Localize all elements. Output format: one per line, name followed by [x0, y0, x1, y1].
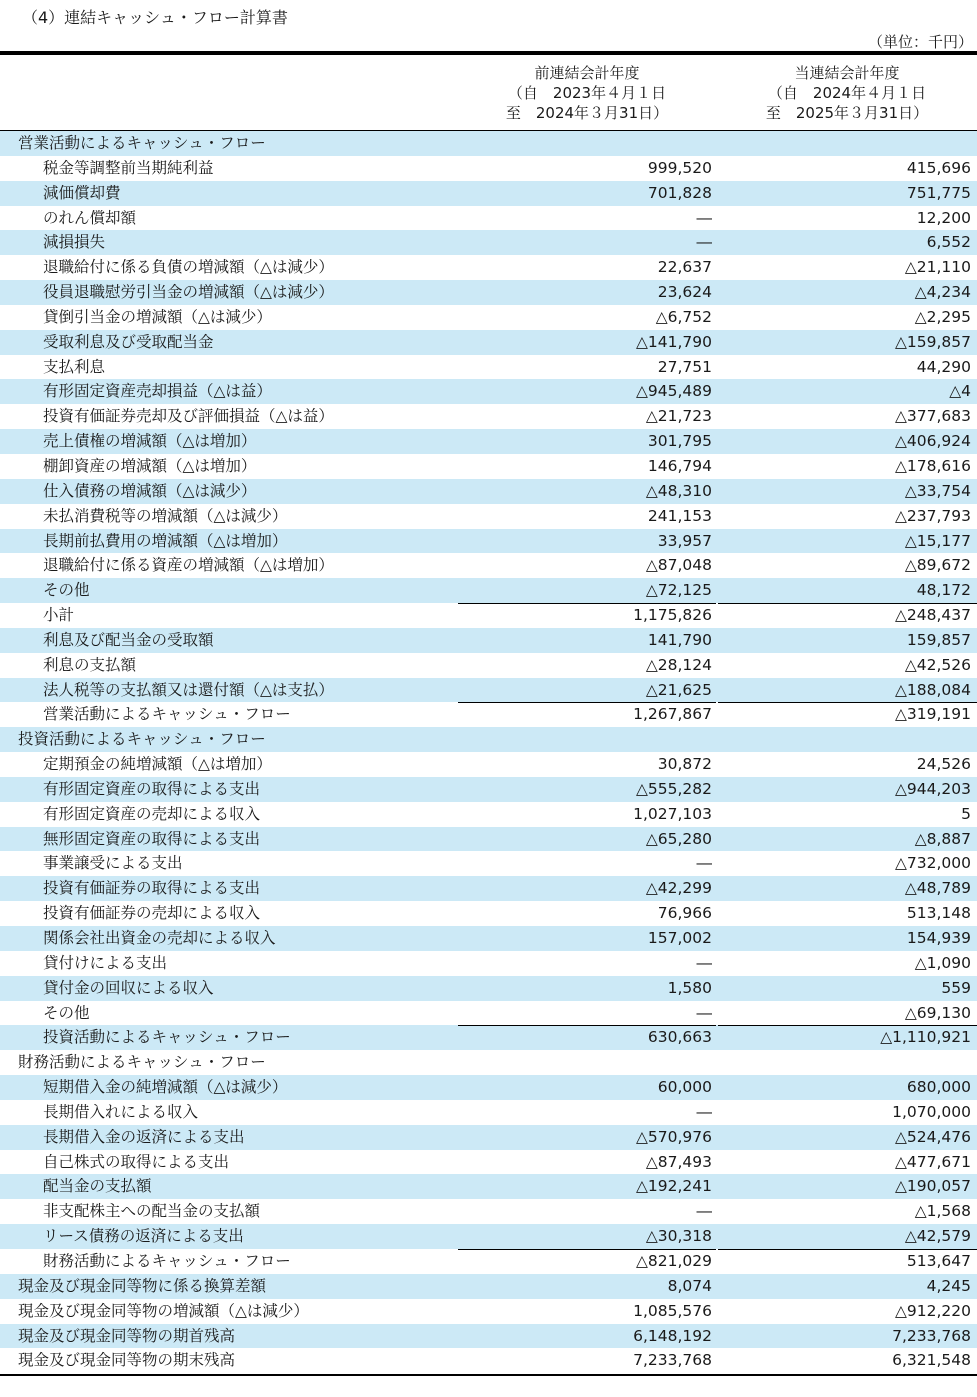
- table-row: [0, 976, 977, 1001]
- prev-year-value: 6,148,192: [633, 1326, 712, 1345]
- current-year-value: △42,579: [904, 1227, 971, 1246]
- bottom-rule: [0, 1374, 977, 1376]
- prev-year-value: 1,267,867: [458, 702, 712, 727]
- row-label: 非支配株主への配当金の支払額: [43, 1202, 261, 1221]
- current-year-value: 12,200: [916, 208, 971, 227]
- prev-year-value: 7,233,768: [633, 1351, 712, 1370]
- current-year-value: △237,793: [894, 506, 971, 525]
- table-row: [0, 305, 977, 330]
- table-row: [0, 1150, 977, 1175]
- current-year-value: △159,857: [894, 332, 971, 351]
- prev-year-value: 76,966: [657, 904, 712, 923]
- row-label: 売上債権の増減額（△は増加）: [43, 432, 257, 451]
- row-label: 有形固定資産売却損益（△は益）: [43, 382, 272, 401]
- current-year-value: △912,220: [894, 1301, 971, 1320]
- row-label: 短期借入金の純増減額（△は減少）: [43, 1078, 288, 1097]
- prev-year-value: ―: [696, 854, 712, 873]
- prev-year-value: 241,153: [647, 506, 712, 525]
- current-year-value: 1,070,000: [892, 1102, 971, 1121]
- table-row: [0, 1174, 977, 1199]
- prev-year-value: △945,489: [635, 382, 712, 401]
- current-year-value: △190,057: [894, 1177, 971, 1196]
- table-row: [0, 802, 977, 827]
- current-year-value: 5: [961, 804, 971, 823]
- row-label: 長期借入金の返済による支出: [43, 1127, 245, 1146]
- row-label: 投資有価証券の売却による収入: [43, 904, 261, 923]
- table-row: [0, 926, 977, 951]
- table-row: [0, 230, 977, 255]
- prev-year-value: 23,624: [657, 283, 712, 302]
- table-row: [0, 851, 977, 876]
- row-label: のれん償却額: [43, 208, 137, 227]
- document-title: （4）連結キャッシュ・フロー計算書: [22, 8, 288, 27]
- table-row: [0, 429, 977, 454]
- table-row: [0, 1025, 977, 1050]
- prev-year-value: 630,663: [458, 1025, 712, 1050]
- row-label: 小計: [43, 606, 75, 625]
- current-year-value: △48,789: [904, 879, 971, 898]
- row-label: 退職給付に係る資産の増減額（△は増加）: [43, 556, 334, 575]
- table-row: [0, 379, 977, 404]
- table-row: [0, 678, 977, 703]
- prev-year-value: 999,520: [647, 158, 712, 177]
- current-year-value: △1,568: [914, 1202, 971, 1221]
- current-year-value: 559: [941, 978, 971, 997]
- current-year-value: 44,290: [916, 357, 971, 376]
- current-year-value: 6,321,548: [892, 1351, 971, 1370]
- row-label: 長期借入れによる収入: [43, 1102, 199, 1121]
- row-label: 利息の支払額: [43, 655, 137, 674]
- row-label: 貸付金の回収による収入: [43, 978, 214, 997]
- table-row: [0, 951, 977, 976]
- row-label: 利息及び配当金の受取額: [43, 630, 214, 649]
- prev-year-value: 701,828: [647, 183, 712, 202]
- table-row: [0, 355, 977, 380]
- prev-year-value: 1,580: [667, 978, 712, 997]
- current-year-value: 159,857: [906, 630, 971, 649]
- cash-flow-table: [0, 131, 977, 1373]
- prev-year-value: 146,794: [647, 456, 712, 475]
- current-year-value: 680,000: [906, 1078, 971, 1097]
- prev-year-value: 157,002: [647, 929, 712, 947]
- current-year-to: 至 2025年３月31日）: [765, 104, 929, 122]
- row-label: 投資有価証券売却及び評価損益（△は益）: [43, 407, 334, 426]
- row-label: 現金及び現金同等物の増減額（△は減少）: [18, 1301, 309, 1320]
- current-year-value: △248,437: [718, 603, 971, 628]
- row-label: 投資有価証券の取得による支出: [43, 879, 261, 898]
- prev-year-value: 30,872: [657, 755, 712, 774]
- prev-year-value: △21,723: [645, 407, 712, 426]
- current-year-value: △15,177: [904, 531, 971, 550]
- current-year-value: △33,754: [904, 481, 971, 500]
- prev-year-value: △821,029: [458, 1249, 712, 1274]
- row-label: その他: [43, 581, 90, 600]
- row-label: 未払消費税等の増減額（△は減少）: [43, 506, 288, 525]
- row-label: 財務活動によるキャッシュ・フロー: [43, 1251, 291, 1270]
- prev-year-value: △42,299: [645, 879, 712, 898]
- current-year-value: △524,476: [894, 1127, 971, 1146]
- row-label: 支払利息: [43, 357, 106, 376]
- row-label: 財務活動によるキャッシュ・フロー: [18, 1053, 266, 1072]
- column-header: [0, 55, 977, 130]
- table-row: [0, 404, 977, 429]
- table-row: [0, 1274, 977, 1299]
- current-year-value: △42,526: [904, 655, 971, 674]
- prev-year-value: △141,790: [635, 332, 712, 351]
- row-label: 貸付けによる支出: [43, 953, 168, 972]
- current-year-value: 7,233,768: [892, 1326, 971, 1345]
- row-label: 現金及び現金同等物の期首残高: [18, 1326, 236, 1345]
- current-year-value: △377,683: [894, 407, 971, 426]
- table-row: [0, 777, 977, 802]
- prev-year-value: ―: [696, 953, 712, 972]
- row-label: 減価償却費: [43, 183, 121, 202]
- table-row: [0, 181, 977, 206]
- column-header-current-year: [718, 63, 976, 123]
- row-label: 関係会社出資金の売却による収入: [43, 929, 276, 947]
- row-label: 無形固定資産の取得による支出: [43, 829, 261, 848]
- table-row: [0, 1249, 977, 1274]
- prev-year-value: △87,048: [645, 556, 712, 575]
- row-label: 定期預金の純増減額（△は増加）: [43, 755, 272, 774]
- prev-year-value: △28,124: [645, 655, 712, 674]
- table-row: [0, 1075, 977, 1100]
- row-label: 有形固定資産の売却による収入: [43, 804, 261, 823]
- prev-year-value: △192,241: [635, 1177, 712, 1196]
- prev-year-value: △48,310: [645, 481, 712, 500]
- current-year-value: 6,552: [926, 233, 971, 252]
- current-year-value: △732,000: [894, 854, 971, 873]
- row-label: 営業活動によるキャッシュ・フロー: [43, 705, 291, 724]
- table-row: [0, 156, 977, 181]
- prev-year-value: ―: [696, 1003, 712, 1022]
- table-row: [0, 827, 977, 852]
- row-label: リース債務の返済による支出: [43, 1227, 244, 1246]
- current-year-value: 751,775: [906, 183, 971, 202]
- column-header-prev-year: [458, 63, 716, 123]
- prev-year-value: 1,027,103: [633, 804, 712, 823]
- prev-year-value: 1,085,576: [633, 1301, 712, 1320]
- row-label: 有形固定資産の取得による支出: [43, 779, 261, 798]
- row-label: 棚卸資産の増減額（△は増加）: [43, 456, 257, 475]
- table-row: [0, 876, 977, 901]
- row-label: 投資活動によるキャッシュ・フロー: [18, 730, 266, 749]
- prev-year-value: 22,637: [657, 258, 712, 277]
- row-label: 貸倒引当金の増減額（△は減少）: [43, 307, 272, 326]
- prev-year-value: 301,795: [647, 432, 712, 451]
- table-row: [0, 653, 977, 678]
- table-row: [0, 454, 977, 479]
- prev-year-value: ―: [696, 1202, 712, 1221]
- prev-year-from: （自 2023年４月１日: [507, 84, 667, 102]
- table-row: [0, 1324, 977, 1349]
- current-year-value: △2,295: [914, 307, 971, 326]
- table-row: [0, 1050, 977, 1075]
- table-row: [0, 479, 977, 504]
- prev-year-value: △6,752: [655, 307, 712, 326]
- current-year-value: △1,090: [914, 953, 971, 972]
- current-year-value: △477,671: [894, 1152, 971, 1171]
- current-year-value: 48,172: [916, 581, 971, 600]
- prev-year-value: △65,280: [645, 829, 712, 848]
- prev-year-value: 27,751: [657, 357, 712, 376]
- table-row: [0, 330, 977, 355]
- table-row: [0, 1199, 977, 1224]
- row-label: 退職給付に係る負債の増減額（△は減少）: [43, 258, 334, 277]
- table-row: [0, 1348, 977, 1373]
- prev-year-value: 141,790: [647, 630, 712, 649]
- current-year-value: △69,130: [904, 1003, 971, 1022]
- current-year-value: △178,616: [894, 456, 971, 475]
- row-label: 法人税等の支払額又は還付額（△は支払）: [43, 680, 334, 699]
- table-row: [0, 603, 977, 628]
- current-year-value: △944,203: [894, 779, 971, 798]
- table-row: [0, 280, 977, 305]
- prev-year-title: 前連結会計年度: [534, 64, 640, 82]
- table-row: [0, 504, 977, 529]
- prev-year-value: △555,282: [635, 779, 712, 798]
- current-year-value: △188,084: [894, 680, 971, 699]
- table-row: [0, 1125, 977, 1150]
- current-year-value: 24,526: [916, 755, 971, 774]
- current-year-value: 154,939: [906, 929, 971, 947]
- table-row: [0, 727, 977, 752]
- prev-year-value: △30,318: [645, 1227, 712, 1246]
- table-row: [0, 752, 977, 777]
- current-year-value: △319,191: [718, 702, 971, 727]
- current-year-value: △1,110,921: [718, 1025, 971, 1050]
- row-label: 仕入債務の増減額（△は減少）: [43, 481, 257, 500]
- table-row: [0, 1224, 977, 1249]
- prev-year-value: △570,976: [635, 1127, 712, 1146]
- row-label: 受取利息及び受取配当金: [43, 332, 214, 351]
- current-year-value: △8,887: [914, 829, 971, 848]
- current-year-from: （自 2024年４月１日: [767, 84, 927, 102]
- unit-label: （単位：千円）: [867, 33, 973, 51]
- table-row: [0, 901, 977, 926]
- table-row: [0, 628, 977, 653]
- current-year-value: △89,672: [904, 556, 971, 575]
- current-year-value: △21,110: [904, 258, 971, 277]
- prev-year-value: 8,074: [667, 1276, 712, 1295]
- prev-year-value: △21,625: [645, 680, 712, 699]
- current-year-value: △4,234: [914, 283, 971, 302]
- row-label: 長期前払費用の増減額（△は増加）: [43, 531, 288, 550]
- prev-year-value: ―: [696, 208, 712, 227]
- table-row: [0, 529, 977, 554]
- table-row: [0, 131, 977, 156]
- prev-year-value: 1,175,826: [458, 603, 712, 628]
- row-label: 減損損失: [43, 233, 106, 252]
- prev-year-value: △72,125: [645, 581, 712, 600]
- table-row: [0, 255, 977, 280]
- current-year-value: 4,245: [926, 1276, 971, 1295]
- row-label: 現金及び現金同等物に係る換算差額: [18, 1276, 267, 1295]
- row-label: 配当金の支払額: [43, 1177, 152, 1196]
- table-row: [0, 1299, 977, 1324]
- prev-year-value: ―: [696, 1102, 712, 1121]
- prev-year-value: 33,957: [657, 531, 712, 550]
- prev-year-to: 至 2024年３月31日）: [505, 104, 669, 122]
- row-label: 現金及び現金同等物の期末残高: [18, 1351, 236, 1370]
- row-label: 投資活動によるキャッシュ・フロー: [43, 1028, 291, 1047]
- current-year-value: 415,696: [906, 158, 971, 177]
- current-year-value: △4: [949, 382, 971, 401]
- table-row: [0, 578, 977, 603]
- current-year-value: 513,148: [906, 904, 971, 923]
- prev-year-value: △87,493: [645, 1152, 712, 1171]
- row-label: 事業譲受による支出: [43, 854, 183, 873]
- row-label: 自己株式の取得による支出: [43, 1152, 230, 1171]
- row-label: 営業活動によるキャッシュ・フロー: [18, 134, 266, 152]
- row-label: その他: [43, 1003, 90, 1022]
- table-row: [0, 702, 977, 727]
- current-year-value: 513,647: [718, 1249, 971, 1274]
- table-row: [0, 1001, 977, 1026]
- current-year-value: △406,924: [894, 432, 971, 451]
- table-row: [0, 206, 977, 231]
- row-label: 税金等調整前当期純利益: [43, 158, 214, 177]
- table-row: [0, 1100, 977, 1125]
- row-label: 役員退職慰労引当金の増減額（△は減少）: [43, 283, 334, 302]
- prev-year-value: 60,000: [657, 1078, 712, 1097]
- current-year-title: 当連結会計年度: [794, 64, 900, 82]
- table-row: [0, 553, 977, 578]
- prev-year-value: ―: [696, 233, 712, 252]
